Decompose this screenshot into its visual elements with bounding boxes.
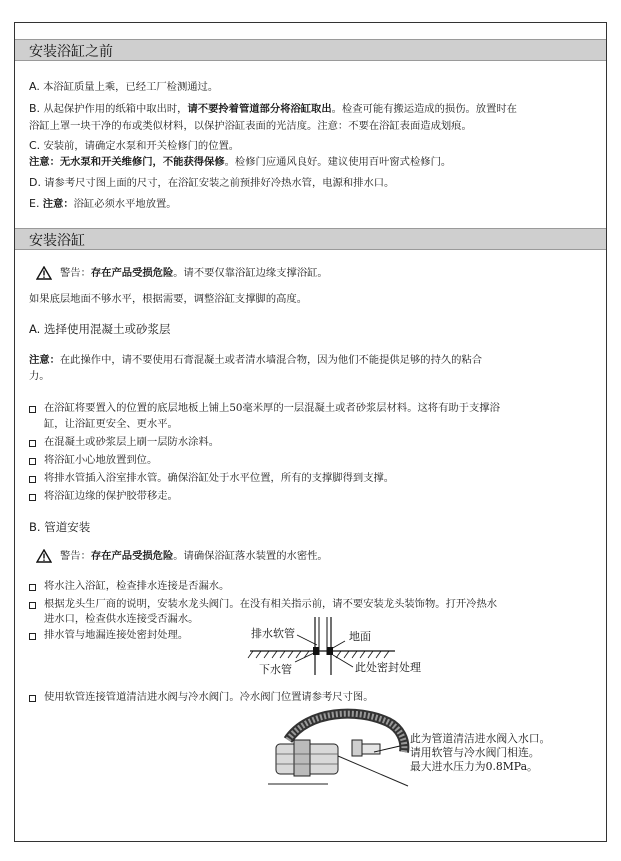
floor-label: 地面	[349, 630, 371, 643]
section-title: 安装浴缸之前	[29, 44, 113, 60]
bullet-checkbox	[29, 695, 36, 702]
bullet-checkbox	[29, 458, 36, 465]
bullet-checkbox	[29, 602, 36, 609]
floor-level-note: 如果底层地面不够水平，根据需要，调整浴缸支撑脚的高度。	[29, 293, 308, 305]
list-item-cont: 进水口，检查供水连接受否漏水。	[44, 613, 199, 625]
warning-icon	[36, 266, 52, 280]
item-a: A. 本浴缸质量上乘，已经工厂检测通过。	[29, 80, 219, 93]
list-item: 将浴缸小心地放置到位。	[44, 454, 158, 466]
subsection-a-title: A. 选择使用混凝土或砂浆层	[29, 322, 171, 336]
floor-hatch	[248, 651, 395, 658]
valve-note-line3: 最大进水压力为0.8MPa。	[410, 760, 538, 773]
item-b: B. 从起保护作用的纸箱中取出时，请不要拎着管道部分将浴缸取出。检查可能有搬运造成的损伤。放置时在	[29, 102, 517, 115]
drain-seal-diagram	[245, 615, 445, 677]
list-item: 排水管与地漏连接处密封处理。	[44, 629, 189, 641]
drain-pipe	[313, 617, 333, 675]
list-item: 将水注入浴缸，检查排水连接是否漏水。	[44, 580, 230, 592]
valve-note-line2: 请用软管与冷水阀门相连。	[410, 746, 540, 759]
bullet-checkbox	[29, 584, 36, 591]
hose-label: 排水软管	[251, 627, 295, 640]
item-b-line2: 浴缸上罩一块干净的布或类似材料，以保护浴缸表面的光洁度。注意：不要在浴缸表面造成划痕。	[29, 120, 472, 132]
bullet-checkbox	[29, 494, 36, 501]
bullet-checkbox	[29, 440, 36, 447]
section-title: 安装浴缸	[29, 233, 85, 249]
note-warranty: 注意：无水泵和开关维修门，不能获得保修。检修门应通风良好。建议使用百叶窗式检修门。	[29, 156, 452, 168]
pipe-label: 下水管	[259, 663, 292, 676]
bullet-checkbox	[29, 633, 36, 640]
valve-note-line1: 此为管道清洁进水阀入水口。	[410, 732, 551, 745]
item-e: E. 注意：浴缸必须水平地放置。	[29, 197, 177, 210]
bullet-checkbox	[29, 476, 36, 483]
bullet-checkbox	[29, 406, 36, 413]
seal-label: 此处密封处理	[355, 661, 421, 674]
warning-support: 警告：存在产品受损危险。请不要仅靠浴缸边缘支撑浴缸。	[60, 267, 328, 279]
list-item: 使用软管连接管道清洁进水阀与冷水阀门。冷水阀门位置请参考尺寸图。	[44, 691, 374, 703]
note-concrete: 注意：在此操作中，请不要使用石膏混凝土或者清水墙混合物，因为他们不能提供足够的持久的粘合	[29, 354, 483, 366]
item-d: D. 请参考尺寸图上面的尺寸，在浴缸安装之前预排好冷热水管，电源和排水口。	[29, 176, 395, 189]
list-item-cont: 缸，让浴缸更安全、更水平。	[44, 418, 178, 430]
section-header-install	[15, 228, 606, 250]
subsection-b-title: B. 管道安装	[29, 520, 91, 534]
list-item: 将浴缸边缘的保护胶带移走。	[44, 490, 178, 502]
item-c: C. 安装前，请确定水泵和开关检修门的位置。	[29, 139, 240, 152]
list-item: 根据龙头生厂商的说明，安装水龙头阀门。在没有相关指示前，请不要安装龙头装饰物。打开冷热水	[44, 598, 498, 610]
warning-icon	[36, 549, 52, 563]
list-item: 将排水管插入浴室排水管。确保浴缸处于水平位置，所有的支撑脚得到支撑。	[44, 472, 395, 484]
list-item: 在混凝土或砂浆层上刷一层防水涂料。	[44, 436, 220, 448]
note-concrete-line2: 力。	[29, 370, 50, 382]
warning-watertight: 警告：存在产品受损危险。请确保浴缸落水装置的水密性。	[60, 550, 328, 562]
pointer-line	[372, 742, 402, 756]
section-header-before-install	[15, 39, 606, 61]
list-item: 在浴缸将要置入的位置的底层地板上铺上50毫米厚的一层混凝土或者砂浆层材料。这将有助于支撑浴	[44, 402, 500, 414]
